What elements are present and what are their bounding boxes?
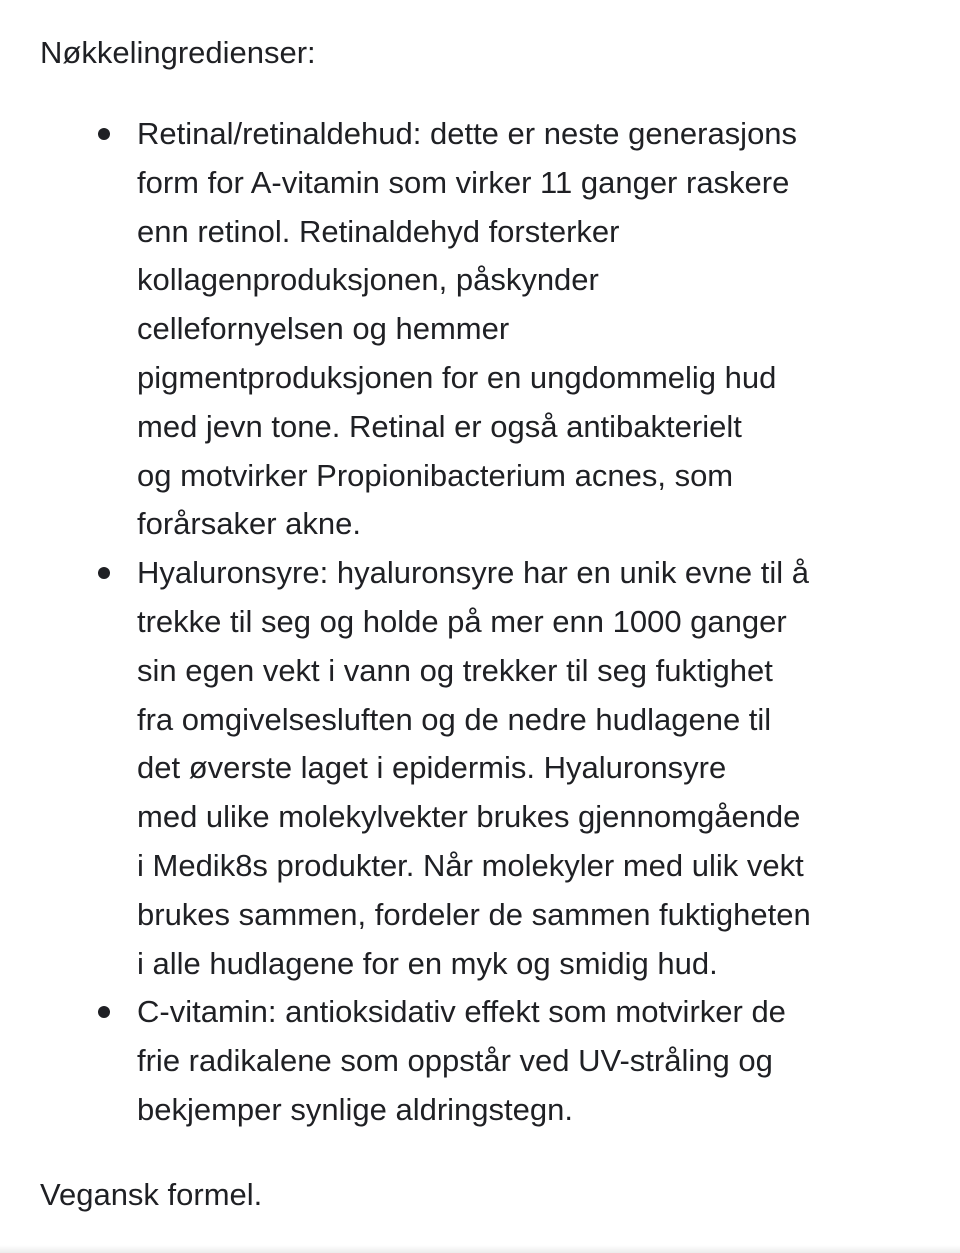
list-item-line: C-vitamin: antioksidativ effekt som motvirker de xyxy=(137,994,786,1030)
list-item-line: det øverste laget i epidermis. Hyaluronsyre xyxy=(137,750,727,786)
list-item-line: brukes sammen, fordeler de sammen fuktigheten xyxy=(137,896,811,932)
list-item-line: pigmentproduksjonen for en ungdommelig hud xyxy=(137,359,777,395)
list-item-retinal xyxy=(0,110,927,549)
list-item-line: bekjemper synlige aldringstegn. xyxy=(137,1091,573,1127)
list-item-line: sin egen vekt i vann og trekker til seg fuktighet xyxy=(137,652,773,688)
list-item-line: i alle hudlagene for en myk og smidig hud. xyxy=(137,945,718,981)
list-item-line: i Medik8s produkter. Når molekyler med ulik vekt xyxy=(137,847,804,883)
list-item-hyaluronsyre xyxy=(0,549,927,988)
ingredient-list xyxy=(0,110,960,1135)
list-item-line: med jevn tone. Retinal er også antibakterielt xyxy=(137,408,742,444)
list-item-line: Retinal/retinaldehud: dette er neste generasjons xyxy=(137,116,798,151)
bullet-icon xyxy=(98,128,110,140)
list-item-line: og motvirker Propionibacterium acnes, som xyxy=(137,457,734,493)
list-item-line: med ulike molekylvekter brukes gjennomgående xyxy=(137,799,801,835)
list-item-line: fra omgivelsesluften og de nedre hudlagene til xyxy=(137,701,772,737)
list-item-line: Hyaluronsyre: hyaluronsyre har en unik evne til å xyxy=(137,555,810,591)
vegan-formula-note: Vegansk formel. xyxy=(40,1177,263,1212)
list-item-line: frie radikalene som oppstår ved UV-stråling og xyxy=(137,1043,773,1079)
list-item-line: cellefornyelsen og hemmer xyxy=(137,311,510,347)
bullet-icon xyxy=(98,1006,110,1018)
list-item-line: trekke til seg og holde på mer enn 1000 ganger xyxy=(137,603,787,639)
list-item-c-vitamin xyxy=(0,988,927,1134)
bullet-icon xyxy=(98,567,110,579)
bottom-divider xyxy=(0,1245,960,1253)
list-item-line: form for A-vitamin som virker 11 ganger raskere xyxy=(137,164,790,200)
list-item-line: forårsaker akne. xyxy=(137,506,361,542)
list-item-line: enn retinol. Retinaldehyd forsterker xyxy=(137,213,620,249)
list-item-line: kollagenproduksjonen, påskynder xyxy=(137,262,599,298)
section-heading: Nøkkelingredienser: xyxy=(40,35,316,70)
